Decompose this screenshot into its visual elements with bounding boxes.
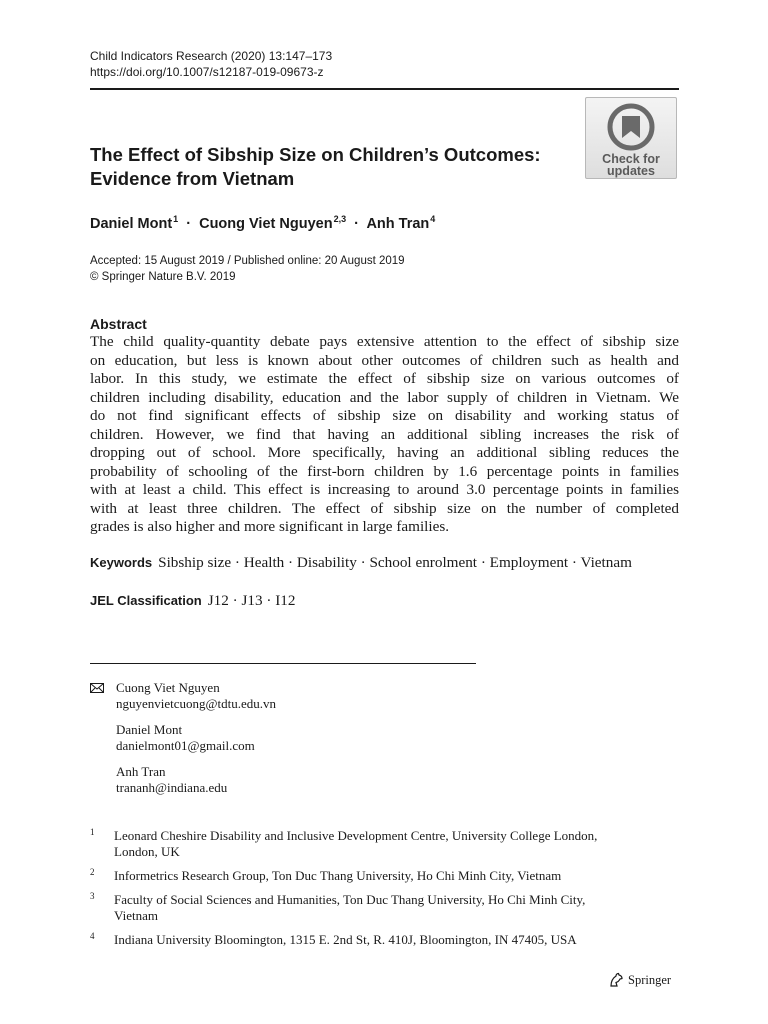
author-name[interactable]: Cuong Viet Nguyen xyxy=(199,216,333,232)
affiliation-line: Informetrics Research Group, Ton Duc Thang University, Ho Chi Minh City, Vietnam xyxy=(114,868,562,883)
author-name[interactable]: Anh Tran xyxy=(366,216,430,232)
abstract-line: do not find significant effects of sibship size on disability and working status of xyxy=(90,407,679,424)
journal-header xyxy=(90,48,332,80)
publisher-name: Springer xyxy=(628,973,672,987)
author-separator: · xyxy=(186,216,192,232)
contact-email[interactable]: nguyenvietcuong@tdtu.edu.vn xyxy=(116,696,276,711)
affiliation-line: Vietnam xyxy=(114,908,158,923)
abstract-body xyxy=(90,333,679,537)
title-line-1: The Effect of Sibship Size on Children’s Outcomes: xyxy=(90,144,541,165)
jel-label: JEL Classification xyxy=(90,593,202,608)
author-affiliation-ref: 2,3 xyxy=(333,214,347,224)
abstract-line: dropping out of school. More specifically, having an additional sibling reduces the xyxy=(90,444,679,461)
abstract-heading: Abstract xyxy=(90,316,147,332)
accepted-published-dates: Accepted: 15 August 2019 / Published online: 20 August 2019 xyxy=(90,255,405,267)
corresponding-author-contact xyxy=(90,680,276,712)
journal-citation: Child Indicators Research (2020) 13:147–173 xyxy=(90,49,333,63)
abstract-line: with at least three children. The effect of sibship size on the number of completed xyxy=(90,499,679,517)
affiliation-number: 4 xyxy=(90,931,95,941)
check-for-updates-badge[interactable] xyxy=(585,97,677,179)
publication-dates xyxy=(90,253,405,285)
author-affiliation-ref: 4 xyxy=(430,214,436,224)
keywords-text: Sibship size · Health · Disability · School enrolment · Employment · Vietnam xyxy=(158,554,632,571)
title-line-2: Evidence from Vietnam xyxy=(90,168,295,189)
author-separator: · xyxy=(354,216,359,232)
affiliation-item xyxy=(90,892,679,924)
author-contact xyxy=(90,722,276,754)
contact-list xyxy=(90,680,276,806)
affiliation-line: London, UK xyxy=(114,844,180,859)
keywords-label: Keywords xyxy=(90,555,153,570)
affiliation-number: 1 xyxy=(90,827,95,837)
affiliation-line: Indiana University Bloomington, 1315 E. 2nd St, R. 410J, Bloomington, IN 47405, USA xyxy=(114,932,577,947)
contact-name: Daniel Mont xyxy=(116,722,183,737)
abstract-line: children. However, we find that having an additional sibling increases the risk of xyxy=(90,425,679,443)
abstract-line: grades is also higher and more significant in large families. xyxy=(90,518,450,535)
copyright-notice: © Springer Nature B.V. 2019 xyxy=(90,271,236,283)
affiliation-item xyxy=(90,932,679,948)
jel-classification xyxy=(90,591,296,611)
author-list xyxy=(90,209,435,234)
affiliation-number: 2 xyxy=(90,867,95,877)
publisher-logo xyxy=(608,972,671,988)
author-affiliation-ref: 1 xyxy=(173,214,179,224)
contact-email[interactable]: trananh@indiana.edu xyxy=(116,780,228,795)
affiliation-item xyxy=(90,828,679,860)
envelope-icon xyxy=(90,683,104,693)
contact-name: Anh Tran xyxy=(116,764,166,779)
footnote-rule xyxy=(90,663,476,664)
affiliation-list xyxy=(90,828,679,956)
abstract-line: The child quality-quantity debate pays extensive attention to the effect of sibship size xyxy=(90,333,679,350)
abstract-line: probability of schooling of the first-born children by 1.6 percentage points in families xyxy=(90,462,679,480)
contact-email[interactable]: danielmont01@gmail.com xyxy=(116,738,255,753)
affiliation-line: Faculty of Social Sciences and Humanities, Ton Duc Thang University, Ho Chi Minh City, xyxy=(114,892,586,907)
jel-text: J12 · J13 · I12 xyxy=(207,592,296,609)
crossmark-icon xyxy=(607,103,655,151)
abstract-line: with at least a child. This effect is increasing to around 3.0 percentage points in families xyxy=(90,481,679,498)
abstract-line: on education, but less is known about other outcomes of children such as health and xyxy=(90,351,679,369)
affiliation-number: 3 xyxy=(90,891,95,901)
header-rule xyxy=(90,88,679,90)
doi-link[interactable]: https://doi.org/10.1007/s12187-019-09673-z xyxy=(90,65,324,79)
affiliation-line: Leonard Cheshire Disability and Inclusive Development Centre, University College London, xyxy=(114,828,598,843)
contact-name: Cuong Viet Nguyen xyxy=(116,680,220,695)
author-name[interactable]: Daniel Mont xyxy=(90,216,173,232)
author-contact xyxy=(90,764,276,796)
abstract-line: children including disability, education and the labor supply of children in Vietnam. We xyxy=(90,388,679,406)
springer-horse-icon xyxy=(608,972,624,988)
badge-label: Check for updates xyxy=(602,152,660,178)
abstract-line: labor. In this study, we estimate the effect of sibship size on various outcomes of xyxy=(90,370,679,387)
keywords xyxy=(90,553,632,573)
paper-title xyxy=(90,143,580,191)
affiliation-item xyxy=(90,868,679,884)
